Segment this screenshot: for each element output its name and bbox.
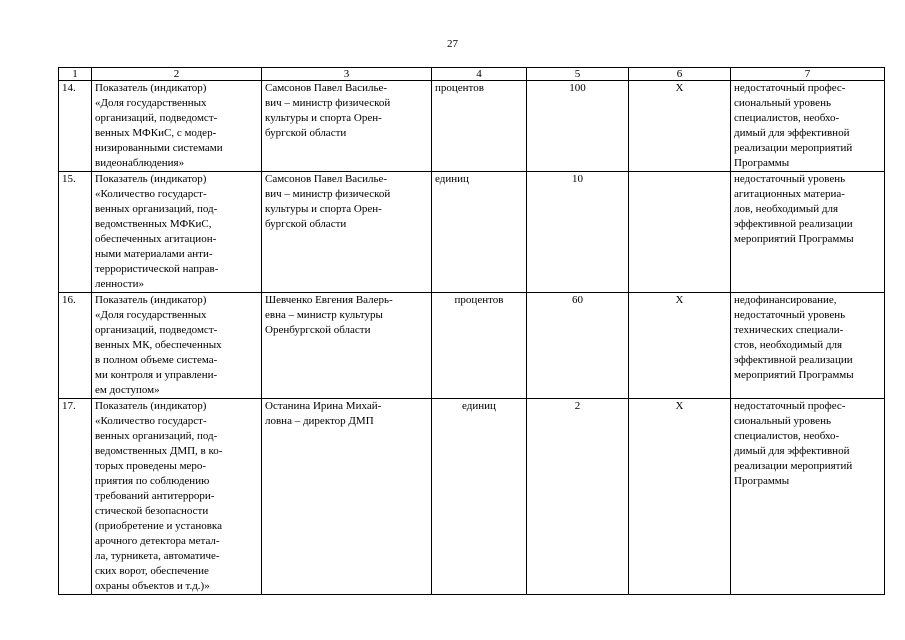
indicator-cell (92, 399, 262, 595)
reason-cell (731, 293, 885, 399)
column-6-cell: Х (629, 81, 731, 172)
table-row (59, 172, 885, 293)
table-row (59, 399, 885, 595)
responsible-cell (262, 293, 432, 399)
indicator-cell (92, 293, 262, 399)
row-number: 16. (59, 293, 92, 399)
column-header: 6 (629, 68, 731, 81)
table-row (59, 81, 885, 172)
unit-cell: единиц (432, 172, 527, 293)
reason-cell (731, 399, 885, 595)
column-header: 4 (432, 68, 527, 81)
column-6-cell: Х (629, 399, 731, 595)
value-cell: 10 (527, 172, 629, 293)
responsible-text: Самсонов Павел Василье- вич – министр физической культуры и спорта Орен- бургской области (265, 82, 391, 139)
column-6-cell: Х (629, 293, 731, 399)
responsible-cell (262, 81, 432, 172)
row-number: 14. (59, 81, 92, 172)
indicator-text: Показатель (индикатор) «Количество государст- венных организаций, под- ведомственных ДМП, в ко- торых проведены меро- приятия по соблюдению требований антитеррори- стической безопасности (приобретение и установка арочного детектора метал- ла, турникета, автоматиче- ских ворот, обеспечение охраны объектов и т.д.)» (95, 400, 223, 592)
indicator-text: Показатель (индикатор) «Количество государст- венных организаций, под- ведомственных МФКиС, обеспеченных агитацион- ными материалами анти- террористической направ- ленности» (95, 173, 219, 290)
unit-cell: процентов (432, 293, 527, 399)
reason-text: недостаточный профес- сиональный уровень специалистов, необхо- димый для эффективной реализации мероприятий Программы (734, 400, 853, 487)
row-number: 15. (59, 172, 92, 293)
value-cell: 100 (527, 81, 629, 172)
indicator-text: Показатель (индикатор) «Доля государственных организаций, подведомст- венных МФКиС, с модер- низированными системами видеонаблюдения» (95, 82, 223, 169)
page-number: 27 (447, 38, 458, 50)
table-header-row (59, 68, 885, 81)
column-header: 5 (527, 68, 629, 81)
column-header: 1 (59, 68, 92, 81)
indicators-table (58, 67, 885, 595)
column-6-cell (629, 172, 731, 293)
reason-text: недофинансирование, недостаточный уровень технических специали- стов, необходимый для эффективной реализации мероприятий Программы (734, 294, 854, 381)
responsible-text: Шевченко Евгения Валерь- евна – министр культуры Оренбургской области (265, 294, 393, 336)
table-row (59, 293, 885, 399)
responsible-cell (262, 399, 432, 595)
reason-text: недостаточный уровень агитационных материа- лов, необходимый для эффективной реализации мероприятий Программы (734, 173, 854, 245)
unit-cell: процентов (432, 81, 527, 172)
indicator-cell (92, 81, 262, 172)
column-header: 2 (92, 68, 262, 81)
indicator-text: Показатель (индикатор) «Доля государственных организаций, подведомст- венных МК, обеспеченных в полном объеме система- ми контроля и управлени- ем доступом» (95, 294, 222, 396)
reason-cell (731, 81, 885, 172)
responsible-text: Самсонов Павел Василье- вич – министр физической культуры и спорта Орен- бургской области (265, 173, 391, 230)
column-header: 7 (731, 68, 885, 81)
unit-cell: единиц (432, 399, 527, 595)
column-header: 3 (262, 68, 432, 81)
responsible-cell (262, 172, 432, 293)
responsible-text: Останина Ирина Михай- ловна – директор ДМП (265, 400, 382, 427)
reason-cell (731, 172, 885, 293)
value-cell: 2 (527, 399, 629, 595)
value-cell: 60 (527, 293, 629, 399)
reason-text: недостаточный профес- сиональный уровень специалистов, необхо- димый для эффективной реализации мероприятий Программы (734, 82, 853, 169)
row-number: 17. (59, 399, 92, 595)
indicator-cell (92, 172, 262, 293)
